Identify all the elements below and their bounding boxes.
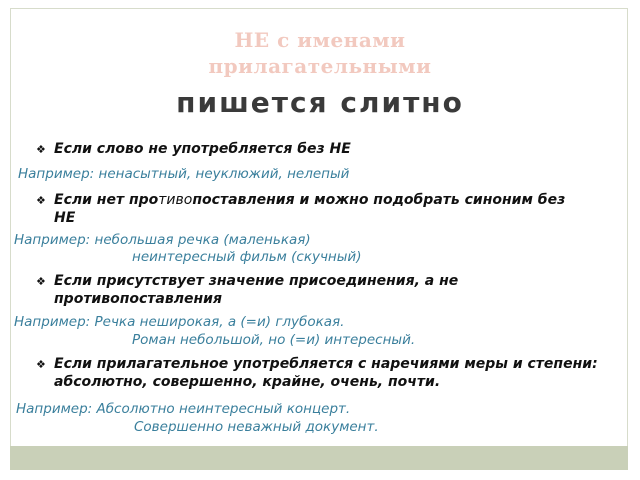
rule-3-text: Если присутствует значение присоединения, а не противопоставления (54, 273, 459, 307)
rule-2-text-part-3: поставления и можно подобрать синоним без НЕ (54, 192, 566, 226)
rule-2 (36, 191, 566, 227)
slide-bottom-bar (10, 446, 628, 470)
rule-2-text-part-1: Если нет про (54, 192, 159, 208)
slide-title-line-1: НЕ с именами (234, 28, 406, 52)
rule-3-example-2: Роман небольшой, но (=и) интересный. (132, 332, 416, 348)
rule-4-example-1: Например: Абсолютно неинтересный концерт. (16, 401, 351, 417)
rule-2-example-2: неинтересный фильм (скучный) (132, 249, 362, 265)
rule-2-text-part-2: тиво (158, 192, 193, 208)
slide-heading: пишется слитно (176, 86, 464, 119)
rule-1-example-1: Например: ненасытный, неуклюжий, нелепый (18, 166, 350, 182)
rule-3-example-1: Например: Речка неширокая, а (=и) глубокая. (14, 314, 345, 330)
rule-2-example-1: Например: небольшая речка (маленькая) (14, 232, 311, 248)
rule-4-example-2: Совершенно неважный документ. (134, 419, 379, 435)
rule-4 (36, 355, 616, 391)
rule-1 (36, 140, 596, 158)
bullet-icon: ❖ (36, 275, 46, 288)
bullet-icon: ❖ (36, 358, 46, 371)
rule-1-text: Если слово не употребляется без НЕ (54, 141, 351, 157)
rule-4-text: Если прилагательное употребляется с наречиями меры и степени: абсолютно, совершенно, крайне, очень, почти. (54, 356, 598, 390)
rule-2-text (36, 191, 566, 227)
bullet-icon: ❖ (36, 143, 46, 156)
bullet-icon: ❖ (36, 194, 46, 207)
slide-title-line-2: прилагательными (208, 54, 432, 78)
rule-3 (36, 272, 576, 308)
